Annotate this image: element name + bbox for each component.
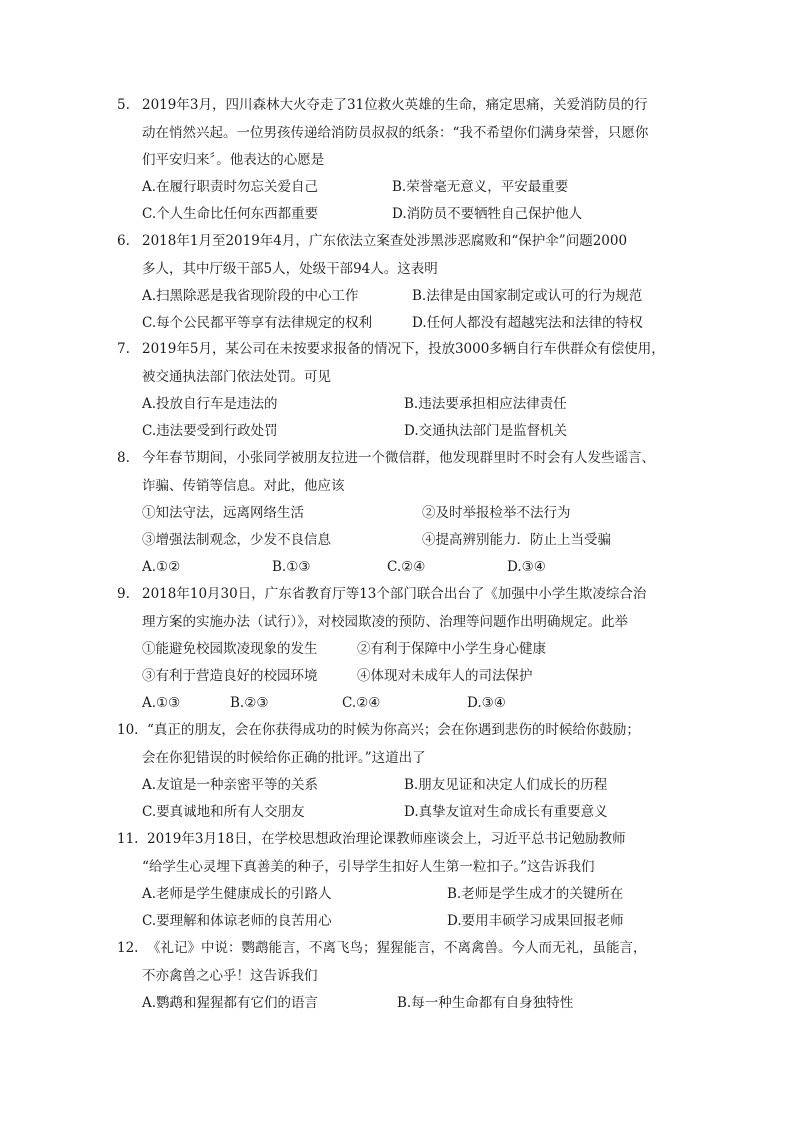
- question-text-line: 动在悄然兴起。一位男孩传递给消防员叔叔的纸条：“我不希望你们满身荣誉，只愿你: [142, 125, 649, 141]
- statement-3: ③增强法制观念，少发不良信息: [142, 532, 331, 548]
- question-text-line: 不亦禽兽之心乎！这告诉我们: [142, 968, 318, 984]
- statement-4: ④体现对未成年人的司法保护: [357, 668, 533, 684]
- question-number: 7.: [117, 341, 130, 357]
- option-c: C.个人生命比任何东西都重要: [142, 206, 319, 222]
- question-text-line: 多人，其中厅级干部5人，处级干部94人。这表明: [142, 261, 438, 277]
- statement-2: ②有利于保障中小学生身心健康: [357, 641, 546, 657]
- question-number: 6.: [117, 233, 130, 249]
- question-text-line: 理方案的实施办法（试行）》，对校园欺凌的预防、治理等问题作出明确规定。此举: [142, 614, 628, 630]
- option-d: D.③④: [507, 559, 546, 575]
- option-a: A.老师是学生健康成长的引路人: [142, 886, 332, 902]
- question-text-line: 2019年3月，四川森林大火夺走了31位救火英雄的生命，痛定思痛，关爱消防员的行: [142, 97, 648, 113]
- question-text-line: 诈骗、传销等信息。对此，他应该: [142, 478, 345, 494]
- option-b: B.①③: [272, 559, 311, 575]
- question-number: 8.: [117, 450, 130, 466]
- statement-4: ④提高辨别能力．防止上当受骗: [422, 532, 611, 548]
- option-d: D.真挚友谊对生命成长有重要意义: [404, 804, 608, 820]
- option-a: A.①②: [142, 559, 181, 575]
- question-text-line: 2018年1月至2019年4月，广东依法立案查处涉黑涉恶腐败和“保护伞”问题2000: [142, 233, 628, 249]
- option-b: B.②③: [230, 695, 269, 711]
- statement-1: ①知法守法，远离网络生活: [142, 505, 304, 521]
- option-c: C.要真诚地和所有人交朋友: [142, 804, 305, 820]
- option-b: B.违法要承担相应法律责任: [404, 396, 567, 412]
- question-number: 12.: [117, 940, 139, 956]
- option-c: C.每个公民都平等享有法律规定的权利: [142, 315, 373, 331]
- question-text-line: 《礼记》中说：鹦鹉能言，不离飞鸟；猩猩能言，不离禽兽。今人而无礼，虽能言，: [147, 940, 647, 956]
- question-number: 5.: [117, 97, 130, 113]
- question-number: 10.: [117, 722, 139, 738]
- question-text-line: 2018年10月30日，广东省教育厅等13个部门联合出台了《加强中小学生欺凌综合治: [142, 586, 647, 602]
- option-d: D.消防员不要牺牲自己保护他人: [392, 206, 583, 222]
- option-a: A.鹦鹉和猩猩都有它们的语言: [142, 995, 319, 1011]
- option-d: D.③④: [467, 695, 506, 711]
- option-c: C.违法要受到行政处罚: [142, 423, 278, 439]
- option-a: A.投放自行车是违法的: [142, 396, 278, 412]
- option-b: B.法律是由国家制定或认可的行为规范: [412, 288, 643, 304]
- option-c: C.要理解和体谅老师的良苦用心: [142, 913, 332, 929]
- option-a: A.在履行职责时勿忘关爱自己: [142, 179, 319, 195]
- statement-1: ①能避免校园欺凌现象的发生: [142, 641, 318, 657]
- question-text-line: “真正的朋友，会在你获得成功的时候为你高兴；会在你遇到悲伤的时候给你鼓励；: [147, 722, 640, 738]
- question-number: 11.: [117, 831, 139, 847]
- option-b: B.每一种生命都有自身独特性: [397, 995, 574, 1011]
- option-d: D.交通执法部门是监督机关: [404, 423, 568, 439]
- question-number: 9.: [117, 586, 130, 602]
- option-a: A.友谊是一种亲密平等的关系: [142, 777, 319, 793]
- question-text-line: “给学生心灵埋下真善美的种子，引导学生扣好人生第一粒扣子。”这告诉我们: [142, 859, 595, 875]
- statement-3: ③有利于营造良好的校园环境: [142, 668, 318, 684]
- question-text-line: 会在你犯错误的时候给你正确的批评。”这道出了: [142, 750, 426, 766]
- option-d: D.要用丰硕学习成果回报老师: [447, 913, 624, 929]
- option-d: D.任何人都没有超越宪法和法律的特权: [412, 315, 643, 331]
- option-a: A.①③: [142, 695, 181, 711]
- option-b: B.朋友见证和决定人们成长的历程: [404, 777, 608, 793]
- statement-2: ②及时举报检举不法行为: [422, 505, 571, 521]
- option-b: B.荣誉毫无意义，平安最重要: [392, 179, 569, 195]
- option-c: C.②④: [387, 559, 426, 575]
- question-text-line: 2019年3月18日，在学校思想政治理论课教师座谈会上，习近平总书记勉励教师: [147, 831, 626, 847]
- question-text-line: 今年春节期间，小张同学被朋友拉进一个微信群，他发现群里时不时会有人发些谣言、: [142, 450, 655, 466]
- question-text-line: 2019年5月，某公司在未按要求报备的情况下，投放3000多辆自行车供群众有偿使用，: [142, 341, 665, 357]
- question-text-line: 们平安归来〞。他表达的心愿是: [142, 152, 325, 168]
- option-a: A.扫黑除恶是我省现阶段的中心工作: [142, 288, 359, 304]
- option-c: C.②④: [342, 695, 381, 711]
- option-b: B.老师是学生成才的关键所在: [447, 886, 624, 902]
- question-text-line: 被交通执法部门依法处罚。可见: [142, 369, 331, 385]
